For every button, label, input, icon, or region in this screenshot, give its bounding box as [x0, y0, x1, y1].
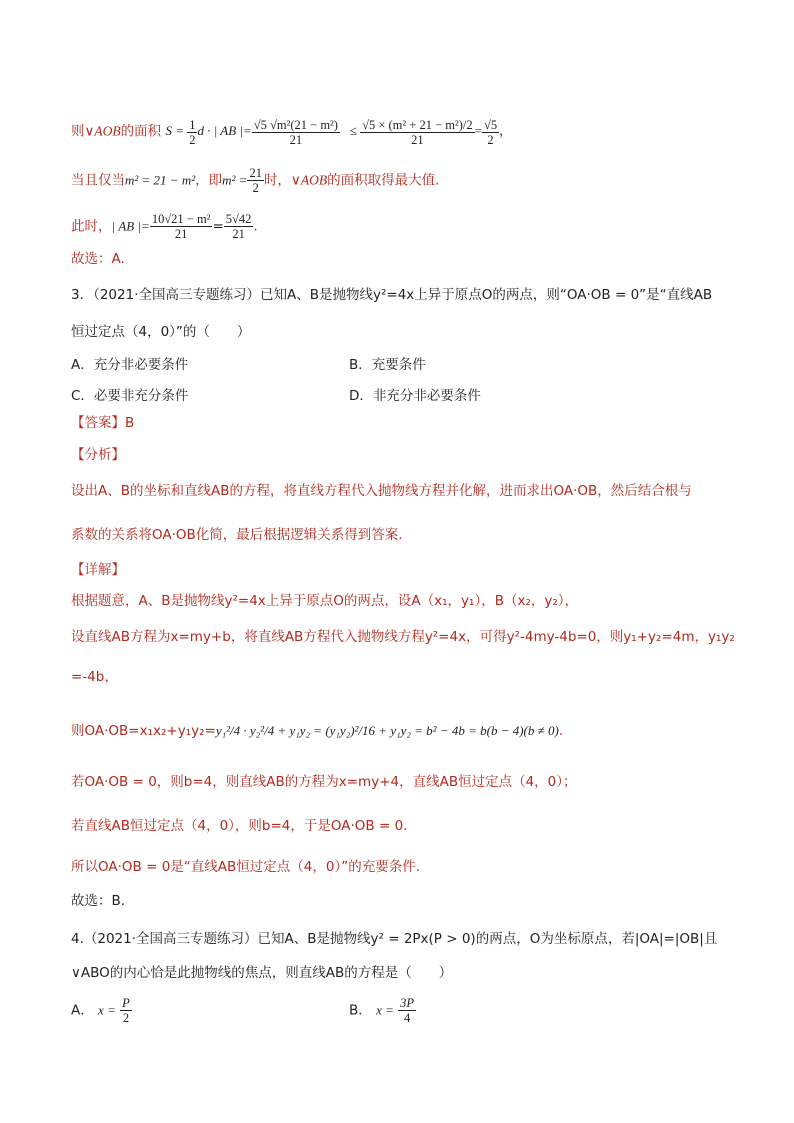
text: d · | AB |= — [197, 123, 252, 139]
q4-option-b — [349, 996, 416, 1025]
detail-line4 — [71, 722, 563, 740]
formula: m² = 21 − m² — [125, 172, 196, 188]
fraction — [482, 118, 499, 147]
formula: x = — [376, 1002, 394, 1018]
analysis-line1: 设出A、B的坐标和直线AB的方程，将直线方程代入抛物线方程并化解，进而求出OA·OB，然后结合根与 — [71, 483, 692, 499]
fraction — [120, 996, 132, 1025]
q3-stem-line1: 3．（2021·全国高三专题练习）已知A、B是抛物线y²=4x上异于原点O的两点，则“OA·OB = 0”是“直线AB — [71, 287, 713, 303]
text: ≤ — [349, 123, 357, 139]
text: 4 — [403, 1011, 411, 1025]
formula: m² = — [222, 172, 248, 188]
analysis-tag: 【分析】 — [71, 447, 125, 463]
text: 5√42 — [225, 212, 252, 226]
q3-conclusion: 故选：B． — [71, 893, 135, 909]
text: 3P — [400, 996, 415, 1010]
text: 10√21 − m² — [151, 212, 211, 226]
conclusion-line: 故选：A. — [71, 251, 125, 267]
detail-tag: 【详解】 — [71, 562, 125, 578]
text: 则OA·OB=x₁x₂+y₁y₂= — [71, 723, 216, 739]
answer-tag: 【答案】B — [71, 415, 135, 431]
text: = — [474, 123, 482, 139]
text: 21 — [232, 227, 245, 241]
q4-option-a — [71, 996, 132, 1025]
analysis-line2: 系数的关系将OA·OB化简，最后根据逻辑关系得到答案. — [71, 527, 403, 543]
detail-line1: 根据题意，A、B是抛物线y²=4x上异于原点O的两点，设A（x₁，y₁），B（x₂，y₂）， — [71, 593, 579, 609]
text: 21 — [174, 227, 188, 241]
text: 1 — [189, 118, 196, 132]
detail-line5: 若OA·OB = 0，则b=4，则直线AB的方程为x=my+4，直线AB恒过定点（4，0）； — [71, 774, 577, 790]
text: = — [212, 218, 224, 235]
fraction — [247, 166, 264, 195]
q3-option-c: C．必要非充分条件 — [71, 388, 189, 404]
text: √5 — [483, 118, 498, 132]
fraction — [224, 212, 254, 241]
text: 的面积 — [120, 123, 162, 140]
q4-stem-line2: ∨ABO的内心恰是此抛物线的焦点，则直线AB的方程是（ ） — [71, 965, 453, 981]
text: . — [558, 723, 564, 739]
text: B． — [349, 1002, 372, 1019]
formula: y₁²/4 · y₂²/4 + y₁y₂ = (y₁y₂)²/16 + y₁y₂ = b² − 4b = b(b − 4)(b ≠ 0) — [215, 723, 559, 738]
detail-line6: 若直线AB恒过定点（4，0），则b=4，于是OA·OB = 0. — [71, 818, 408, 834]
text: ， — [499, 123, 513, 139]
max-condition-line — [71, 166, 439, 195]
ab-length-line — [71, 212, 258, 241]
text: 2 — [487, 133, 494, 147]
q3-stem-line2: 恒过定点（4，0）”的（ ） — [71, 324, 251, 340]
text: 的面积取得最大值. — [327, 172, 440, 189]
text: AOB — [300, 172, 328, 188]
text: 此时， — [71, 218, 112, 235]
text: 21 — [289, 133, 303, 147]
q3-option-b: B．充要条件 — [349, 357, 426, 373]
q4-stem-line1: 4.（2021·全国高三专题练习）已知A、B是抛物线y² = 2Px(P > 0)的两点，O为坐标原点，若|OA|=|OB|且 — [71, 931, 718, 947]
text: √5 √m²(21 − m²) — [253, 118, 338, 132]
detail-line2: 设直线AB方程为x=my+b，将直线AB方程代入抛物线方程y²=4x，可得y²-4my-4b=0，则y₁+y₂=4m，y₁y₂ — [71, 629, 735, 645]
fraction — [398, 996, 416, 1025]
text: A． — [71, 1002, 94, 1019]
fraction — [252, 118, 340, 147]
fraction — [150, 212, 213, 241]
text: 2 — [189, 133, 196, 147]
detail-line7: 所以OA·OB = 0是“直线AB恒过定点（4，0）”的充要条件. — [71, 859, 420, 875]
detail-line3: =-4b， — [71, 669, 118, 685]
area-formula-line — [71, 118, 512, 147]
fraction — [360, 118, 475, 147]
formula: x = — [98, 1002, 116, 1018]
q3-option-a: A．充分非必要条件 — [71, 357, 189, 373]
text: 21 — [411, 133, 424, 147]
text: S = — [165, 123, 188, 139]
text: 当且仅当 — [71, 172, 125, 189]
formula — [165, 118, 513, 147]
text: . — [253, 218, 258, 235]
text: 21 — [249, 166, 262, 180]
formula: | AB |= — [111, 218, 150, 234]
text: ，即 — [195, 172, 223, 189]
text: √5 × (m² + 21 − m²)/2 — [362, 118, 473, 132]
text: 时，∨ — [263, 172, 301, 189]
text: P — [122, 996, 130, 1010]
text: AOB — [94, 123, 121, 139]
text: 则∨ — [71, 123, 95, 140]
fraction — [187, 118, 197, 147]
text: 2 — [252, 181, 259, 195]
text: 2 — [122, 1011, 130, 1025]
q3-option-d: D．非充分非必要条件 — [349, 388, 481, 404]
